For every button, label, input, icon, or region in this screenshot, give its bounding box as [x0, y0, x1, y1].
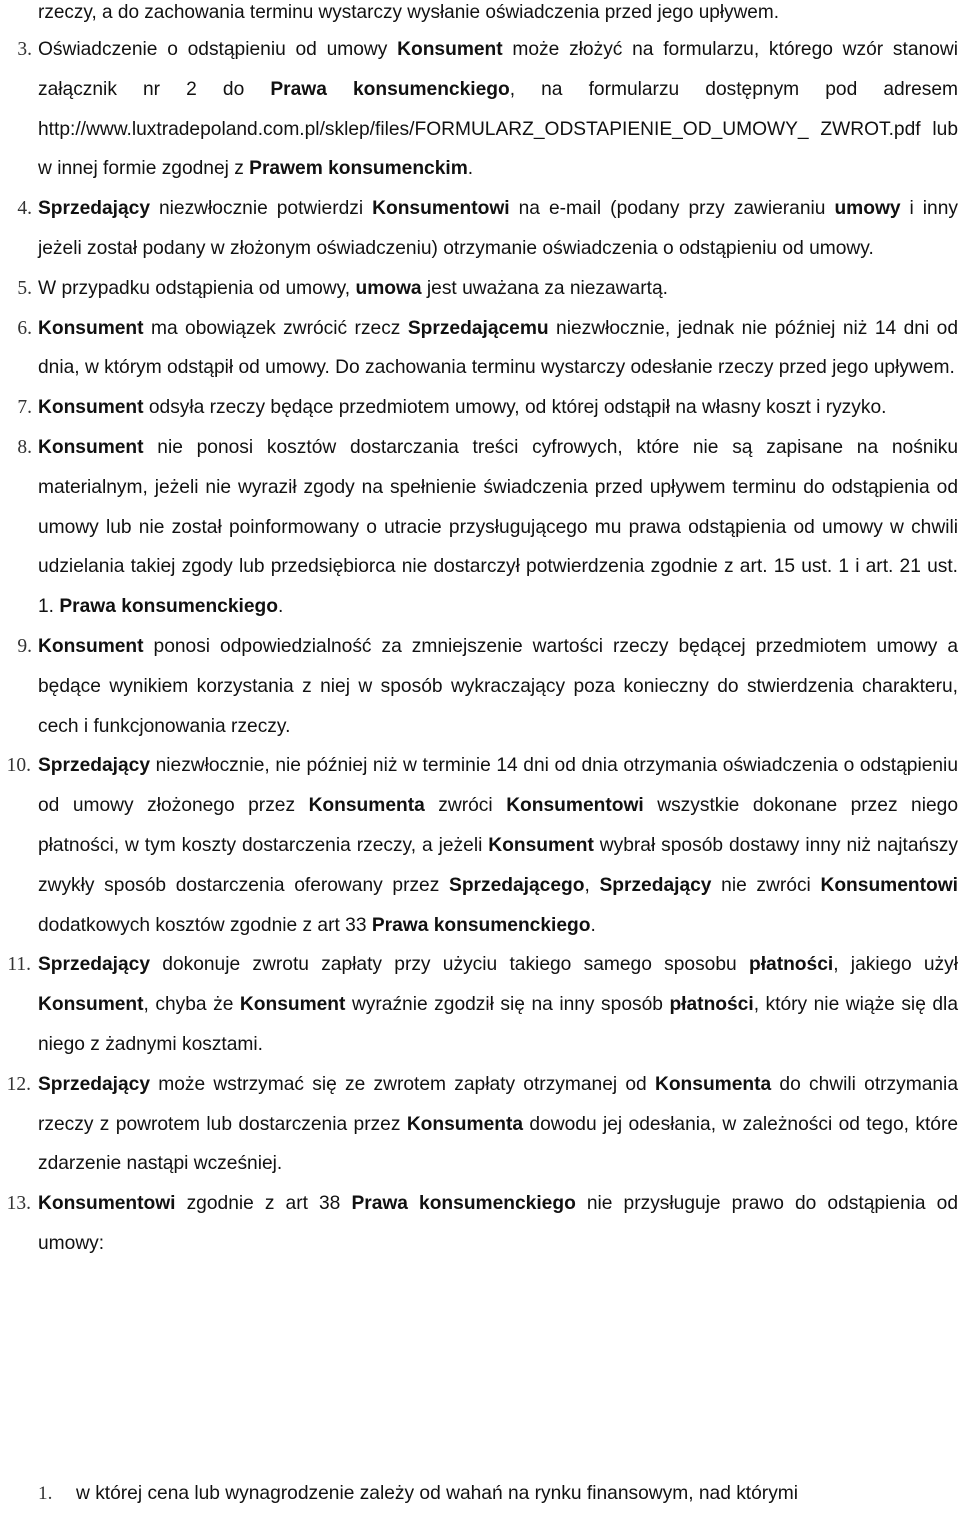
clause-text-run: Oświadczenie o odstąpieniu od umowy: [38, 39, 398, 60]
clause-number: 10.: [6, 755, 31, 777]
clause-number: 11.: [7, 954, 31, 976]
bold-term: umowy: [834, 198, 901, 220]
sub-item-number: 1.: [38, 1483, 53, 1504]
clause-text-run: ponosi odpowiedzialność za zmniejszenie wartości rzeczy będącej przedmiotem umowy a będące wynikiem korzystania z niej w sposób wykraczający poza konieczny do stwierdzenia charakteru, cech i funkcjonowania rzeczy.: [38, 635, 958, 737]
clause-item: [0, 388, 960, 428]
clause-text-run: niezwłocznie potwierdzi: [150, 198, 373, 220]
bold-term: Konsument: [38, 317, 144, 339]
clause-text-run: może wstrzymać się ze zwrotem zapłaty otrzymanej od: [150, 1073, 655, 1095]
clause-text-run: na e-mail (podany przy zawieraniu: [509, 198, 835, 220]
bold-term: Sprzedającemu: [407, 317, 549, 339]
clause-text-run: niezwłocznie, jednak nie później niż 14 dni od dnia, w którym odstąpił od umowy. Do zachowania terminu wystarczy odesłanie rzeczy przed jego upływem.: [38, 317, 958, 379]
clause-number: 4.: [17, 198, 32, 220]
withdrawal-clauses-list: [0, 30, 960, 1264]
clause-text-run: nie ponosi kosztów dostarczania treści cyfrowych, które nie są zapisane na nośniku materialnym, jeżeli nie wyraził zgody na spełnienie świadczenia przed upływem terminu do odstąpienia od umowy lub nie został poinformowany o utracie przysługującego mu prawa odstąpienia od umowy w chwili udzielania takiej zgody lub przedsiębiorca nie dostarczył potwierdzenia zgodnie z art. 15 ust. 1 i art. 21 ust. 1.: [38, 436, 958, 618]
clause-text: [38, 30, 958, 189]
bold-term: umowa: [355, 277, 422, 299]
clause-text-run: .: [590, 914, 596, 936]
clause-text-run: , chyba że: [143, 994, 240, 1016]
bold-term: Prawa konsumenckiego: [351, 1193, 576, 1215]
clause-text: [38, 1184, 958, 1264]
clause-text-run: , który nie wiąże się dla niego z żadnymi kosztami.: [38, 994, 958, 1055]
clause-text-run: odsyła rzeczy będące przedmiotem umowy, od której odstąpił na własny koszt i ryzyko.: [143, 397, 887, 419]
clause-text-run: i inny jeżeli został podany w złożonym oświadczeniu) otrzymanie oświadczenia o odstąpieniu od umowy.: [38, 198, 958, 259]
clause-text-run: niezwłocznie, nie później niż w terminie 14 dni od dnia otrzymania oświadczenia o odstąpieniu od umowy złożonego przez: [38, 755, 958, 817]
clause-item: [0, 945, 960, 1064]
clause-text-run: .: [467, 158, 474, 180]
sub-item-text: w której cena lub wynagrodzenie zależy od wahań na rynku finansowym, nad którymi: [76, 1483, 799, 1504]
clause-text-run: .: [277, 596, 284, 618]
clause-text-run: może złożyć na formularzu, którego wzór stanowi załącznik nr 2 do: [38, 39, 958, 100]
bold-term: Konsumenta: [308, 795, 425, 817]
clause-text-run: , jakiego użył: [833, 954, 959, 976]
clause-text-run: do chwili otrzymania rzeczy z powrotem lub dostarczenia przez: [38, 1073, 958, 1135]
bold-term: Konsument: [488, 834, 594, 856]
bold-term: Prawa konsumenckiego: [371, 914, 591, 936]
clause-text-run: zgodnie z art 38: [175, 1193, 352, 1215]
clause-number: 9.: [17, 635, 32, 657]
clause-text-run: nie przysługuje prawo do odstąpienia od umowy:: [38, 1193, 958, 1254]
continued-text-line: rzeczy, a do zachowania terminu wystarczy wysłanie oświadczenia przed jego upływem.: [38, 2, 779, 23]
bold-term: Konsumenta: [654, 1073, 772, 1095]
bold-term: Prawa konsumenckiego: [59, 596, 278, 618]
clause-item: [0, 428, 960, 627]
bold-term: Sprzedającego: [449, 874, 585, 896]
clause-text-run: zwróci: [424, 795, 507, 817]
bold-term: Sprzedający: [38, 755, 150, 777]
clause-number: 7.: [17, 397, 32, 419]
bold-term: Konsument: [38, 994, 144, 1016]
bold-term: Konsumentowi: [38, 1193, 176, 1215]
clause-item: [0, 269, 960, 309]
clause-text-run: wybrał sposób dostawy inny niż najtańszy zwykły sposób dostarczenia oferowany przez: [38, 834, 958, 896]
clause-text-run: ma obowiązek zwrócić rzecz: [143, 317, 408, 339]
bold-term: Sprzedający: [38, 198, 150, 220]
clause-number: 12.: [6, 1073, 31, 1095]
bold-term: Konsument: [38, 436, 144, 458]
clause-text: [38, 428, 958, 627]
clause-number: 6.: [17, 317, 32, 339]
clause-text-run: ,: [584, 874, 600, 896]
bold-term: Sprzedający: [38, 1073, 150, 1095]
clause-text-run: nie zwróci: [711, 874, 821, 896]
clause-text-run: wyraźnie zgodził się na inny sposób: [345, 994, 670, 1016]
clause-text: [38, 309, 958, 389]
clause-text-run: jest uważana za niezawartą.: [421, 277, 668, 299]
clause-text-run: dokonuje zwrotu zapłaty przy użyciu takiego samego sposobu: [150, 954, 749, 976]
clause-text: [38, 627, 958, 746]
bold-term: Sprzedający: [38, 954, 150, 976]
clause-text: [38, 945, 958, 1064]
clause-text-run: , na formularzu dostępnym pod adresem http://www.luxtradepoland.com.pl/sklep/files/FORMULARZ_ODSTAPIENIE_OD_UMOWY_ ZWROT.pdf lub w innej formie zgodnej z: [38, 78, 958, 180]
bold-term: Sprzedający: [599, 874, 712, 896]
bold-term: Konsumenta: [406, 1113, 524, 1135]
clause-text: [38, 189, 958, 269]
clause-item: [0, 746, 960, 945]
clause-item: [0, 627, 960, 746]
clause-text-run: wszystkie dokonane przez niego płatności, w tym koszty dostarczenia rzeczy, a jeżeli: [38, 795, 959, 856]
clause-text-run: W przypadku odstąpienia od umowy,: [38, 277, 356, 299]
bold-term: płatności: [748, 954, 834, 976]
clause-number: 13.: [6, 1193, 31, 1215]
bold-term: Konsumentowi: [506, 795, 644, 817]
clause-text: [38, 388, 958, 428]
bold-term: Prawem konsumenckim: [249, 158, 468, 180]
bold-term: Konsumentowi: [372, 198, 510, 220]
bold-term: Konsument: [239, 994, 346, 1016]
clause-item: [0, 309, 960, 389]
bold-term: Prawa konsumenckiego: [270, 78, 510, 100]
clause-item: [0, 30, 960, 189]
bold-term: Konsumentowi: [820, 874, 958, 896]
clause-number: 8.: [17, 436, 32, 458]
bold-term: płatności: [669, 994, 754, 1016]
clause-number: 3.: [17, 39, 32, 60]
clause-text: [38, 1065, 958, 1184]
clause-text-run: dodatkowych kosztów zgodnie z art 33: [38, 914, 372, 936]
clause-item: [0, 1065, 960, 1184]
bold-term: Konsument: [397, 39, 503, 60]
clause-text-run: dowodu jej odesłania, w zależności od tego, które zdarzenie nastąpi wcześniej.: [38, 1113, 959, 1175]
clause-item: [0, 189, 960, 269]
clause-number: 5.: [17, 277, 32, 299]
clause-text: [38, 746, 958, 945]
clause-text: [38, 269, 958, 309]
bold-term: Konsument: [38, 635, 144, 657]
clause-item: [0, 1184, 960, 1264]
bold-term: Konsument: [38, 397, 144, 419]
